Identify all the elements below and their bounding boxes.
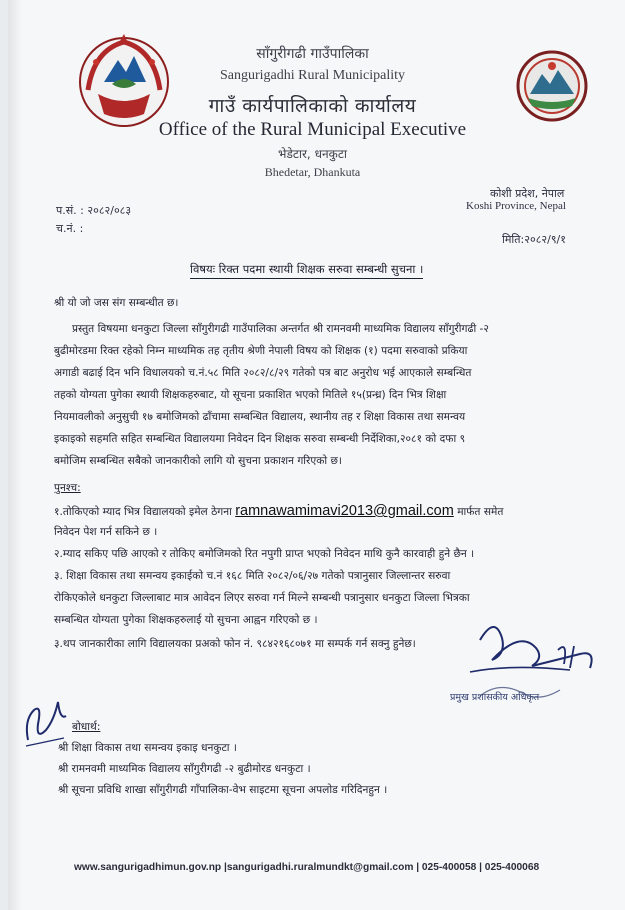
reference-number: प.सं. : २०८२/०८३ (56, 204, 132, 217)
cc-heading: बोधार्थ: (72, 721, 101, 733)
postscript-item-1 (54, 503, 503, 519)
footer-contact: www.sangurigadhimun.gov.np |sangurigadhi.ruralmundkt@gmail.com | 025-400058 | 025-400068 (74, 862, 540, 873)
municipality-name-nepali: साँगुरीगढी गाउँपालिका (256, 46, 369, 62)
letter-date: मिति:२०८२/९/१ (502, 233, 566, 246)
body-line: बुढीमोरडमा रिक्त रहेको निम्न माध्यमिक तह तृतीय श्रेणी नेपाली विषय को शिक्षक (१) पदमा सरुवाको प्रकिया (54, 345, 468, 357)
school-email-link[interactable]: ramnawamimavi2013@gmail.com (235, 503, 454, 519)
province-english: Koshi Province, Nepal (466, 200, 566, 212)
cc-item: श्री शिक्षा विकास तथा समन्वय इकाइ धनकुटा । (58, 742, 237, 754)
office-name-english: Office of the Rural Municipal Executive (158, 119, 467, 140)
letter-subject: विषयः रिक्त पदमा स्थायी शिक्षक सरुवा सम्बन्धी सुचना । (190, 262, 423, 279)
dispatch-number: च.नं. : (56, 222, 84, 235)
body-line: तहको योग्यता पुगेका स्थायी शिक्षकहरुबाट, यो सूचना प्रकाशित भएको मितिले १५(प्रन्ध्र) दिन भित्र शिक्षा (54, 389, 447, 401)
postscript-item-3: रोकिएकोले धनकुटा जिल्लाबाट मात्र आवेदन लिएर सरुवा गर्न मिल्ने सम्बन्धी पत्रानुसार धनकुटा जिल्ला भित्रका (54, 592, 470, 604)
cc-item: श्री सूचना प्रविधि शाखा साँगुरीगढी गाँपालिका-वेभ साइटमा सूचना अपलोड गरिदिनहुन । (58, 784, 388, 796)
postscript-item-4: ३.थप जानकारीका लागि विद्यालयका प्रअको फोन नं. ९८४२१६८०७१ मा सम्पर्क गर्न सक्नु हुनेछ। (54, 638, 416, 650)
location-english: Bhedetar, Dhankuta (264, 165, 361, 179)
postscript-item-1-suffix: मार्फत समेत (457, 506, 504, 518)
municipality-name-english: Sangurigadhi Rural Municipality (219, 68, 406, 83)
signature-designation: प्रमुख प्रशासकीय अधिकृत (450, 692, 540, 703)
body-line: प्रस्तुत विषयमा धनकुटा जिल्ला साँगुरीगढी गाउँपालिका अन्तर्गत श्री रामनवमी माध्यमिक विद्यालय साँगुरीगढी -२ (72, 323, 489, 335)
office-name-nepali: गाउँ कार्यपालिकाको कार्यालय (208, 95, 417, 117)
body-line: इकाइको सहमति सहित सम्बन्धित विद्यालयमा निवेदन दिन शिक्षक सरुवा सम्बन्धी निर्देशिका,२०८१ को दफा ९ (54, 433, 466, 445)
postscript-item-3: सम्बन्धित योग्यता पुगेका शिक्षकहरुलाई यो सुचना आह्वन गरिएको छ । (54, 614, 318, 626)
body-line: नियमावलीको अनुसुची १७ बमोजिमको ढाँचामा सम्बन्धित विद्यालय, स्थानीय तह र शिक्षा विकास तथा समन्वय (54, 411, 466, 423)
postscript-item-1-line2: निवेदन पेश गर्न सकिने छ । (54, 526, 158, 538)
postscript-item-2: २.म्याद सकिए पछि आएको र तोकिए बमोजिमको रित नपुगी प्राप्त भएको निवेदन माथि कुनै कारवाही हुने छैन । (54, 548, 475, 560)
officer-signature (440, 610, 610, 720)
location-nepali: भेडेटार, धनकुटा (278, 147, 347, 161)
postscript-item-3: ३. शिक्षा विकास तथा समन्वय इकाईको च.नं १६८ मिति २०८२/०६/२७ गतेको पत्रानुसार जिल्लान्तर सरुवा (54, 570, 451, 582)
salutation: श्री यो जो जस संग सम्बन्धीत छ। (54, 297, 179, 309)
body-line: अगाडी बढाई दिन भनि विधालयको च.नं.५८ मिति २०८२/८/२९ गतेको पत्र बाट अनुरोध भई आएकाले सम्बन्धित (54, 367, 472, 379)
postscript-heading: पुनश्च: (54, 482, 81, 494)
cc-item: श्री रामनवमी माध्यमिक विद्यालय साँगुरीगढी -२ बुढीमोरड धनकुटा । (58, 763, 311, 775)
postscript-item-1-text: १.तोकिएको म्याद भित्र विद्यालयको इमेल ठेगना (54, 506, 232, 518)
body-line: बमोजिम सम्बन्धित सबैको जानकारीको लागि यो सुचना प्रकाशन गरिएको छ। (54, 455, 342, 467)
province-nepali: कोशी प्रदेश, नेपाल (490, 187, 565, 200)
